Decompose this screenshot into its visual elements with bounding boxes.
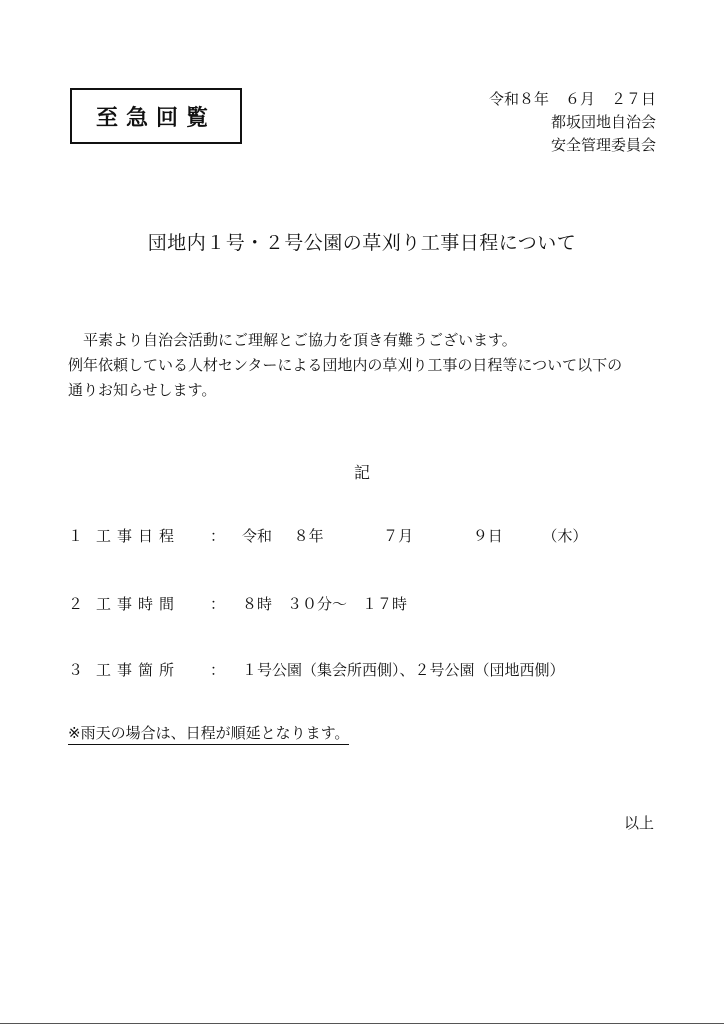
schedule-weekday: （木）: [542, 527, 588, 545]
item-label: 工事時間: [96, 595, 181, 613]
document-title: 団地内１号・２号公園の草刈り工事日程について: [147, 232, 577, 254]
body-line: 例年依頼している人材センターによる団地内の草刈り工事の日程等について以下の: [68, 356, 623, 374]
item-colon: ：: [210, 661, 226, 679]
item-number: １: [68, 527, 84, 545]
schedule-day: ９日: [472, 527, 503, 545]
closing-mark: 以上: [623, 814, 654, 832]
item-label: 工事箇所: [96, 661, 181, 679]
schedule-era: 令和: [242, 527, 273, 545]
item-colon: ：: [210, 527, 226, 545]
document-header: [489, 88, 656, 157]
schedule-year: ８年: [293, 527, 324, 545]
item-value: ８時 ３０分～ １７時: [242, 595, 408, 613]
item-number: ２: [68, 595, 84, 613]
item-number: ３: [68, 661, 84, 679]
schedule-month: ７月: [383, 527, 414, 545]
date-day: ２７日: [610, 90, 656, 108]
item-value: １号公園（集会所西側）、２号公園（団地西側）: [242, 661, 565, 679]
ki-heading: 記: [353, 463, 370, 482]
item-colon: ：: [210, 595, 226, 613]
body-text: [68, 328, 668, 403]
committee-name: 安全管理委員会: [550, 136, 656, 154]
rain-note: ※雨天の場合は、日程が順延となります。: [68, 722, 349, 745]
date-era-year: 令和８年: [488, 90, 549, 108]
body-line: 通りお知らせします。: [68, 381, 217, 399]
item-value: [242, 524, 587, 548]
organization-name: 都坂団地自治会: [550, 113, 656, 131]
date-month: ６月: [564, 90, 595, 108]
issue-date: [489, 88, 656, 111]
urgent-circular-stamp: 至急回覧: [70, 88, 242, 144]
body-line: 平素より自治会活動にご理解とご協力を頂き有難うございます。: [68, 331, 517, 349]
item-label: 工事日程: [96, 527, 181, 545]
